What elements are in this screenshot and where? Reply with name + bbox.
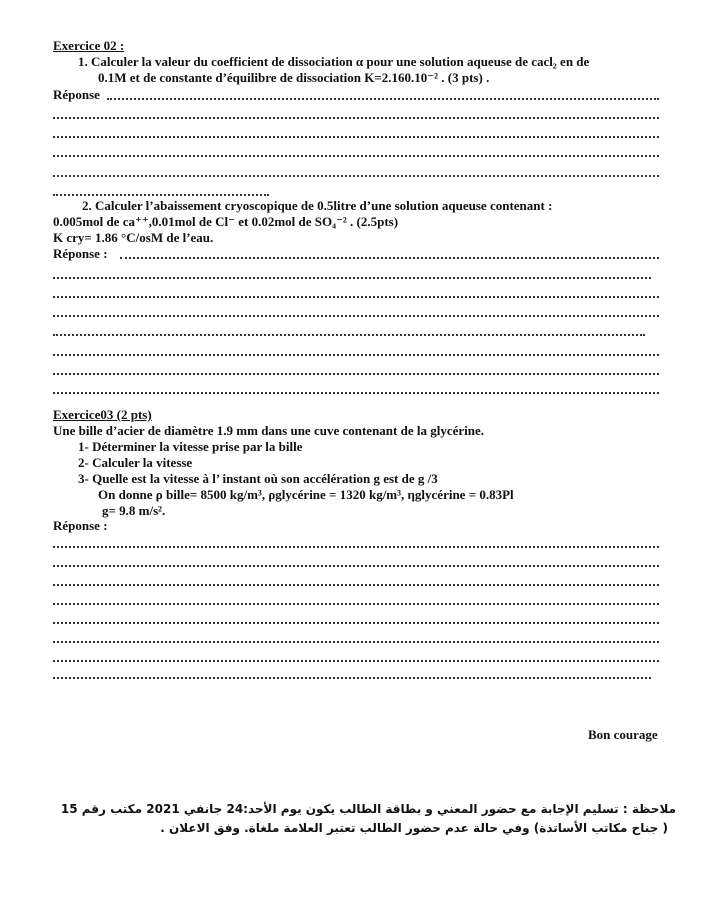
answer-line	[53, 275, 651, 279]
answer-line	[53, 313, 659, 317]
question-1-line-1: 1. Calculer la valeur du coefficient de dissociation α pour une solution aqueuse de cacl₂ en de	[78, 54, 590, 69]
answer-1-label: Réponse	[53, 87, 100, 102]
given-gravity: g= 9.8 m/s².	[102, 503, 166, 518]
answer-line	[53, 390, 659, 394]
answer-line	[120, 255, 659, 259]
answer-line	[53, 563, 659, 567]
answer-line	[53, 582, 659, 586]
answer-line	[53, 620, 659, 624]
question-1-line-2: 0.1M et de constante d’équilibre de dissociation K=2.160.10⁻² . (3 pts) .	[98, 70, 490, 85]
exercise-2-title: Exercice 02 :	[53, 38, 125, 53]
exercise-3-title: Exercice03 (2 pts)	[53, 407, 152, 422]
closing-text: Bon courage	[588, 727, 658, 742]
answer-line	[53, 153, 659, 157]
answer-line	[53, 192, 269, 196]
answer-2-label: Réponse :	[53, 246, 108, 261]
answer-line	[53, 658, 659, 662]
question-2-line-3: K cry= 1.86 °C/osM de l’eau.	[53, 230, 214, 245]
answer-line	[53, 115, 659, 119]
answer-line	[53, 352, 659, 356]
answer-line	[53, 173, 659, 177]
question-2-line-2: 0.005mol de ca⁺⁺,0.01mol de Cl⁻ et 0.02mol de SO₄⁻² . (2.5pts)	[53, 214, 399, 229]
answer-3-label: Réponse :	[53, 518, 108, 533]
exercise-3-intro: Une bille d’acier de diamètre 1.9 mm dans une cuve contenant de la glycérine.	[53, 423, 485, 438]
question-2-line-1: 2. Calculer l’abaissement cryoscopique de 0.5litre d’une solution aqueuse contenant :	[82, 198, 553, 213]
exercise-3-item-3: 3- Quelle est la vitesse à l’ instant où son accélération g est de g /3	[78, 471, 438, 486]
answer-line	[53, 294, 659, 298]
exercise-3-item-2: 2- Calculer la vitesse	[78, 455, 193, 470]
answer-line	[53, 544, 659, 548]
arabic-note-line-2: ( جناح مكاتب الأساتذة) وفي حالة عدم حضور الطالب تعتبر العلامة ملغاة. وفق الاعلان .	[160, 821, 668, 835]
answer-line	[53, 639, 659, 643]
given-values: On donne ρ bille= 8500 kg/m³, ρglycérine = 1320 kg/m³, ηglycérine = 0.83Pl	[98, 487, 514, 502]
answer-line	[53, 371, 659, 375]
answer-line	[53, 601, 659, 605]
exercise-3-item-1: 1- Déterminer la vitesse prise par la bille	[78, 439, 303, 454]
answer-line	[53, 332, 645, 336]
answer-line	[53, 134, 659, 138]
answer-line	[53, 675, 651, 679]
arabic-note-line-1: ملاحظة : تسليم الإجابة مع حضور المعني و بطاقة الطالب يكون يوم الأحد:24 جانفي 2021 مكتب رقم 15	[60, 802, 676, 816]
answer-line	[107, 96, 659, 100]
